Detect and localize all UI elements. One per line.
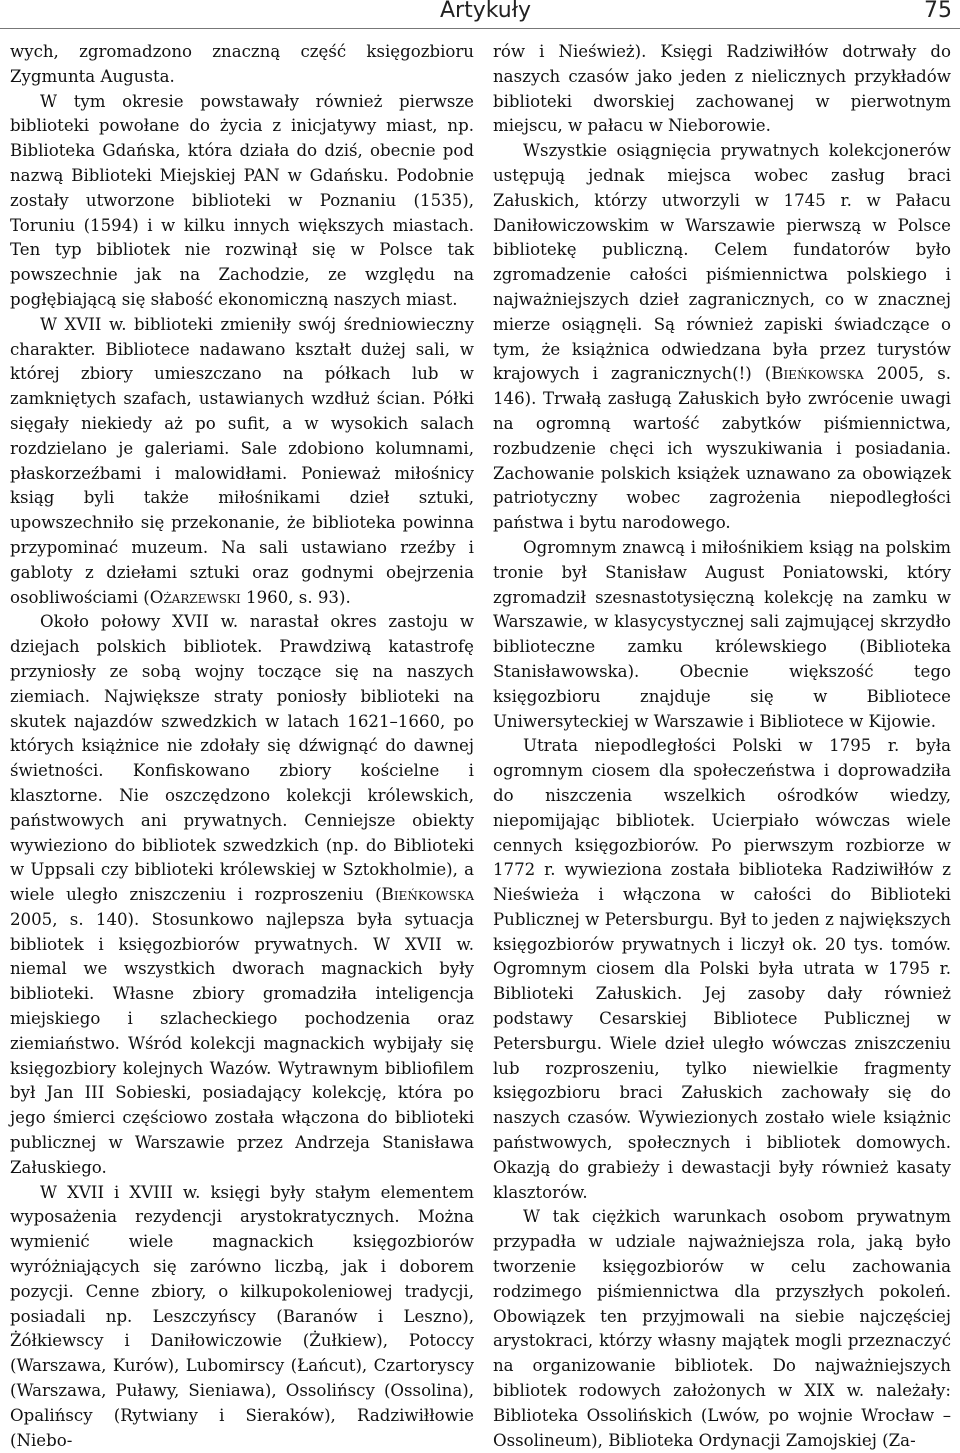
running-header-section: Artykuły (440, 0, 532, 23)
paragraph (10, 313, 474, 611)
citation-author: Bieńkowska (771, 364, 864, 384)
paragraph-text: Około połowy XVII w. narastał okres zastoju w dziejach polskich bibliotek. Prawdziwą katastrofę przyniosły ze sobą wojny toczące się na naszych ziemiach. Największe straty poniosły biblioteki na skutek najazdów szwedzkich w latach 1621–1660, po których książnice nie zdołały się dźwignąć do dawnej świetności. Konfiskowano zbiory kościelne i klasztorne. Nie oszczędzono kolekcji królewskich, państwowych ani prywatnych. Cenniejsze obiekty wywieziono do bibliotek szwedzkich (np. do Biblioteki w Uppsali czy biblioteki królewskiej w Sztokholmie), a wiele uległo zniszczeniu i rozproszeniu ( (10, 612, 474, 905)
right-column (493, 40, 951, 1450)
citation-author: Bieńkowska (381, 885, 474, 905)
paragraph: W tak ciężkich warunkach osobom prywatnym przypadła w udziale najważniejsza rola, jaką było tworzenie księgozbiorów w celu zachowania rodzimego piśmiennictwa dla przyszłych pokoleń. Obowiązek ten przyjmowali na siebie najczęściej arystokraci, którzy własny majątek mogli przeznaczyć na organizowanie bibliotek. Do najważniejszych bibliotek rodowych założonych w XIX w. należały: Biblioteka Ossolińskich (Lwów, po wojnie Wrocław – Ossolineum), Biblioteka Ordynacji Zamojskiej (Za- (493, 1207, 951, 1450)
paragraph-text: W XVII w. biblioteki zmieniły swój średniowieczny charakter. Bibliotece nadawano kształt dużej sali, w której zbiory umieszczano na półkach lub w zamkniętych szafach, ustawianych wzdłuż ścian. Półki sięgały niekiedy aż po sufit, a w wysokich salach rozdzielano je galeriami. Sale zdobiono kolumnami, płaskorzeźbami i malowidłami. Ponieważ miłośnicy ksiąg byli także miłośnikami dzieł sztuki, upowszechniło się przekonanie, że biblioteka powinna przypominać muzeum. Na sali ustawiano rzeźby i gabloty z dziełami sztuki oraz godnymi obejrzenia osobliwościami ( (10, 314, 474, 607)
citation-author: Ożarzewski (149, 587, 241, 607)
citation-year: 1960, s. 93). (240, 587, 351, 607)
page-header (0, 0, 960, 30)
paragraph: wych, zgromadzono znaczną część księgozbioru Zygmunta Augusta. (10, 42, 474, 86)
paragraph-text: Stosunkowo najlepsza była sytuacja bibliotek i księgozbiorów prywatnych. W XVII w. niemal we wszystkich dworach magnackich były biblioteki. Własne zbiory gromadziła inteligencja miejskiego i szlacheckiego pochodzenia oraz ziemiaństwo. Wśród kolekcji magnackich wybijały się księgozbiory kolejnych Wazów. Wytrawnym bibliofilem był Jan III Sobieski, posiadający kolekcję, która po jego śmierci częściowo została włączona do biblioteki publicznej w Warszawie przez Andrzeja Stanisława Załuskiego. (10, 909, 475, 1177)
page-number: 75 (924, 0, 952, 23)
header-rule (0, 28, 960, 29)
paragraph: Utrata niepodległości Polski w 1795 r. była ogromnym ciosem dla społeczeństwa i doprowadziła do niszczenia wszelkich ośrodków wiedzy, niepomijając bibliotek. Ucierpiało wówczas wiele cennych księgozbiorów. Po pierwszym rozbiorze w 1772 r. wywieziona została biblioteka Radziwiłłów z Nieświeża i włączona w całości do Biblioteki Publicznej w Petersburgu. Był to jeden z największych księgozbiorów prywatnych i liczył ok. 20 tys. tomów. Ogromnym ciosem dla Polski była utrata w 1795 r. Biblioteki Załuskich. Jej zasoby dały również podstawy Cesarskiej Bibliotece Publicznej w Petersburgu. Wiele dzieł uległo wówczas zniszczeniu lub rozproszeniu, tylko niewielkie fragmenty księgozbioru braci Załuskich zachowały się do naszych czasów. Wywiezionych zostało wiele książnic państwowych, społecznych i bibliotek domowych. Okazją do grabieży i dewastacji były również kasaty klasztorów. (493, 736, 951, 1202)
paragraph (493, 139, 951, 536)
paragraph: W tym okresie powstawały również pierwsze biblioteki powołane do życia z inicjatywy miast, np. Biblioteka Gdańska, która działa do dziś, obecnie pod nazwą Biblioteki Miejskiej PAN w Gdańsku. Podobnie zostały utworzone biblioteki w Poznaniu (1535), Toruniu (1594) i w kilku innych większych miastach. Ten typ bibliotek nie rozwinął się w Polsce tak powszechnie jak na Zachodzie, ze względu na pogłębiającą się słabość ekonomiczną naszych miast. (10, 91, 474, 309)
paragraph-text: Trwałą zasługą Załuskich było zwrócenie uwagi na ogromną wartość zabytków piśmiennictwa, rozbudzenie chęci ich wyszukiwania i posiadania. Zachowanie polskich książek uznawano za obowiązek patriotyczny wobec zagrożenia niepodległości państwa i bytu narodowego. (493, 389, 951, 533)
paragraph: rów i Nieśwież). Księgi Radziwiłłów dotrwały do naszych czasów jako jeden z nielicznych przykładów biblioteki dworskiej zachowanej w pierwotnym miejscu, w pałacu w Nieborowie. (493, 42, 951, 136)
paragraph (10, 610, 474, 1180)
citation-year: 2005, s. 146). (493, 364, 951, 409)
paragraph-text: Wszystkie osiągnięcia prywatnych kolekcjonerów ustępują jednak miejsca wobec zasług braci Załuskich, którzy utworzyli w 1745 r. w Pałacu Daniłowiczowskim w Warszawie pierwszą w Polsce bibliotekę publiczną. Celem fundatorów było zgromadzenie całości piśmiennictwa polskiego i najważniejszych dzieł zagranicznych, co w znacznej mierze osiągnęli. Są również zapiski świadczące o tym, że książnica odwiedzana była przez turystów krajowych i zagranicznych(!) ( (493, 141, 951, 384)
left-column (10, 40, 475, 1450)
citation-year: 2005, s. 140). (10, 909, 140, 929)
paragraph: W XVII i XVIII w. księgi były stałym elementem wyposażenia rezydencji arystokratycznych. Można wymienić wiele magnackich księgozbiorów wyróżniających się zarówno liczbą, jak i doborem pozycji. Cenne zbiory, o kilkupokoleniowej tradycji, posiadali np. Leszczyńscy (Baranów i Leszno), Żółkiewscy i Daniłowiczowie (Żułkiew), Potoccy (Warszawa, Kurów), Lubomirscy (Łańcut), Czartoryscy (Warszawa, Puławy, Sieniawa), Ossolińscy (Ossolina), Opalińscy (Rytwiany i Sieraków), Radziwiłłowie (Niebo- (10, 1182, 474, 1450)
paragraph: Ogromnym znawcą i miłośnikiem ksiąg na polskim tronie był Stanisław August Poniatowski, który zgromadził szesnastotysięczną kolekcję na zamku w Warszawie, w klasycystycznej sali zajmującej skrzydło biblioteczne zamku królewskiego (Biblioteka Stanisławowska). Obecnie większość tego księgozbioru znajduje się w Bibliotece Uniwersyteckiej w Warszawie i Bibliotece w Kijowie. (493, 537, 951, 731)
